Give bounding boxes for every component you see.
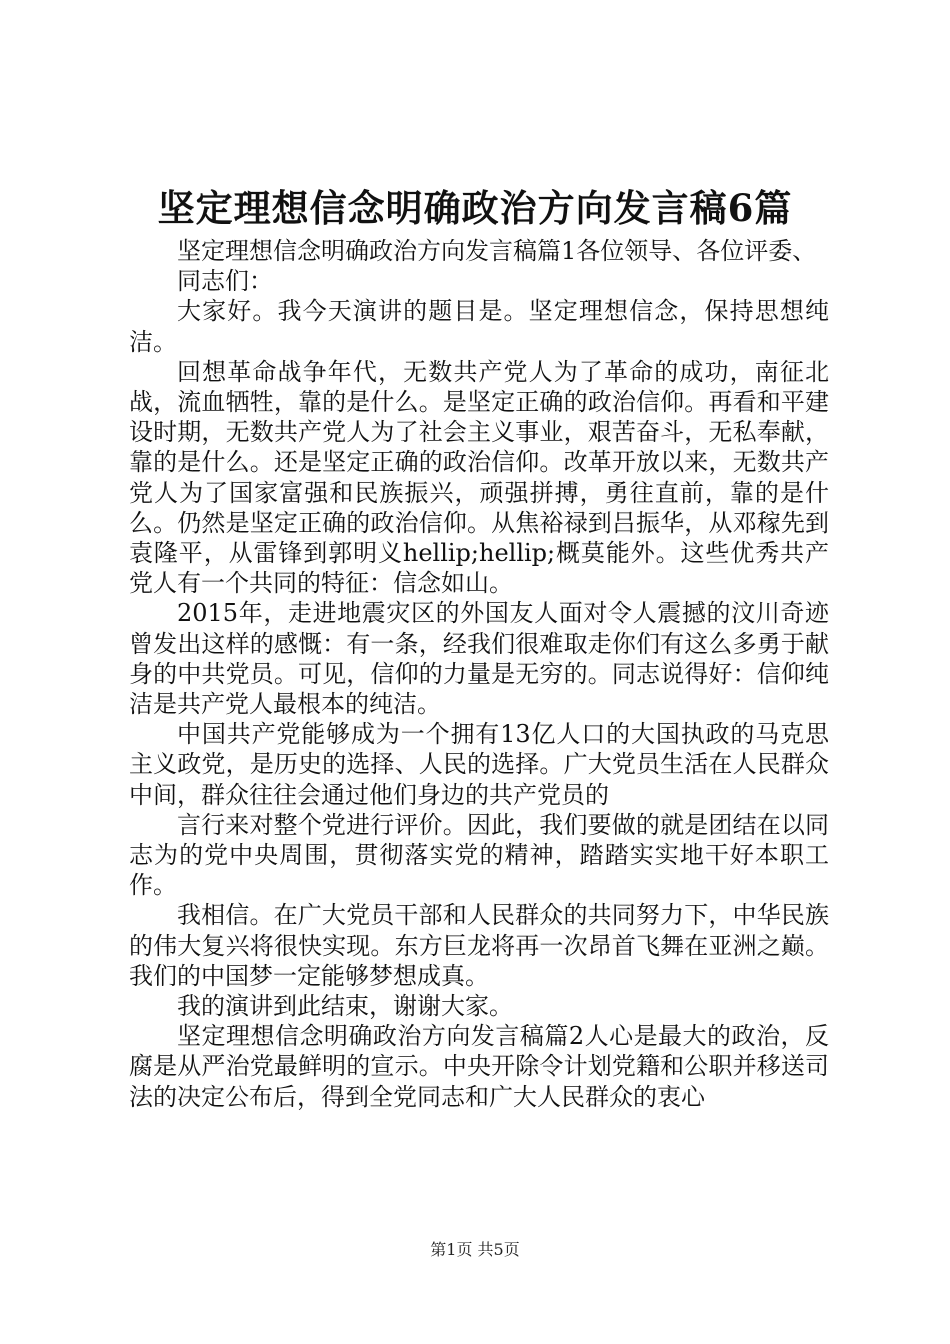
paragraph: 2015年，走进地震灾区的外国友人面对令人震撼的汶川奇迹曾发出这样的感慨：有一条，经我们很难取走你们有这么多勇于献身的中共党员。可见，信仰的力量是无穷的。同志说得好：信仰纯洁是共产党人最根本的纯洁。 bbox=[129, 599, 829, 719]
document-title: 坚定理想信念明确政治方向发言稿6篇 bbox=[157, 186, 793, 230]
paragraph: 大家好。我今天演讲的题目是。坚定理想信念，保持思想纯洁。 bbox=[129, 297, 829, 356]
paragraph: 中国共产党能够成为一个拥有13亿人口的大国执政的马克思主义政党，是历史的选择、人民的选择。广大党员生活在人民群众中间，群众往往会通过他们身边的共产党员的 bbox=[129, 720, 829, 809]
document-body bbox=[129, 236, 829, 1112]
paragraph: 坚定理想信念明确政治方向发言稿篇1各位领导、各位评委、 bbox=[177, 237, 817, 265]
page-footer: 第1页 共5页 bbox=[430, 1240, 520, 1259]
paragraph: 同志们： bbox=[177, 267, 273, 296]
paragraph: 言行来对整个党进行评价。因此，我们要做的就是团结在以同志为的党中央周围，贯彻落实党的精神，踏踏实实地干好本职工作。 bbox=[129, 810, 829, 900]
paragraph: 回想革命战争年代，无数共产党人为了革命的成功，南征北战，流血牺牲，靠的是什么。是坚定正确的政治信仰。再看和平建设时期，无数共产党人为了社会主义事业，艰苦奋斗，无私奉献，靠的是什么。还是坚定正确的政治信仰。改革开放以来，无数共产党人为了国家富强和民族振兴，顽强拼搏，勇往直前，靠的是什么。仍然是坚定正确的政治信仰。从焦裕禄到吕振华，从邓稼先到袁隆平，从雷锋到郭明义hellip;hellip;概莫能外。这些优秀共产党人有一个共同的特征：信念如山。 bbox=[129, 357, 829, 598]
paragraph: 坚定理想信念明确政治方向发言稿篇2人心是最大的政治，反腐是从严治党最鲜明的宣示。中央开除令计划党籍和公职并移送司法的决定公布后，得到全党同志和广大人民群众的衷心 bbox=[129, 1022, 829, 1111]
paragraph: 我相信。在广大党员干部和人民群众的共同努力下，中华民族的伟大复兴将很快实现。东方巨龙将再一次昂首飞舞在亚洲之巅。我们的中国梦一定能够梦想成真。 bbox=[129, 901, 829, 990]
paragraph: 我的演讲到此结束，谢谢大家。 bbox=[177, 992, 513, 1021]
